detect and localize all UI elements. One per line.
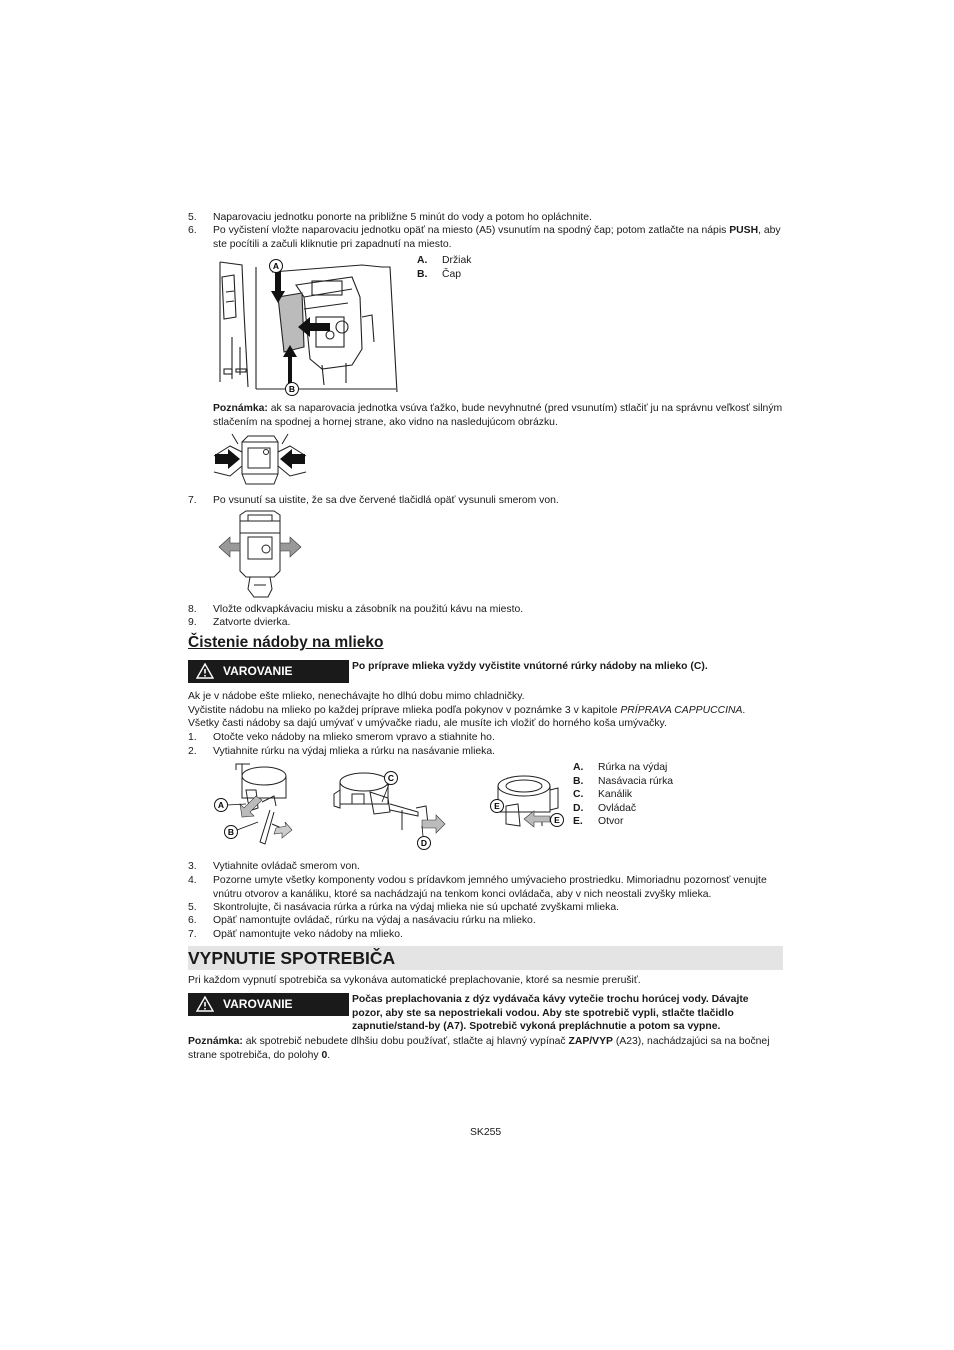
svg-text:A: A [272,261,280,271]
paragraph: Vyčistite nádobu na mlieko po každej príprave mlieka podľa pokynov v poznámke 3 v kapitole PRÍPRAVA CAPPUCCINA. [188,705,746,716]
step-text: Opäť namontujte veko nádoby na mlieko. [213,929,403,940]
warning-text: Počas preplachovania z dýz vydávača kávy vytečie trochu horúcej vody. Dávajte pozor, aby ste sa nepostriekali vodou. Aby ste spotrebič vypli, stlačte tlačidlo zapnutie/stand-by (A7). Spotrebič vykoná prepláchnutie a potom sa vypne. [352,994,749,1033]
paragraph: Ak je v nádobe ešte mlieko, nenechávajte ho dlhú dobu mimo chladničky. [188,691,525,702]
step-number: 9. [188,617,197,628]
step-text: Vytiahnite rúrku na výdaj mlieka a rúrku na nasávanie mlieka. [213,746,496,757]
step-text: Pozorne umyte všetky komponenty vodou s prídavkom jemného umývacieho prostriedku. Mimoriadnu pozornosť venujte vnútru otvorov a kanáliku, ktoré sa nachádzajú na tenkom konci ovládača, aby v nich neostali zvyšky mlieka. [213,875,767,900]
paragraph: Všetky časti nádoby sa dajú umývať v umývačke riadu, ale musíte ich vložiť do horného koša umývačky. [188,718,667,729]
step-number: 6. [188,915,197,926]
note-label: Poznámka: [213,403,268,414]
callout-a [215,799,228,812]
note-1 [213,402,785,429]
warning-box [188,660,349,683]
brewing-unit-insert-illustration [212,257,412,400]
note-2: Poznámka: ak spotrebič nebudete dlhšiu dobu používať, stlačte aj hlavný vypínač ZAP/VYP (A23), nachádzajúci sa na bočnej strane spotrebiča, do polohy 0. [188,1036,770,1061]
milk-container-opening-illustration [488,764,568,834]
callout-a [270,260,283,273]
svg-text:A: A [217,800,225,810]
step-number: 7. [188,929,197,940]
section-heading-shutdown [188,946,783,970]
step-number: 5. [188,902,197,913]
svg-text:C: C [387,773,395,783]
step-text: Naparovaciu jednotku ponorte na približne 5 minút do vody a potom ho opláchnite. [213,212,592,223]
step-number: 8. [188,604,197,615]
svg-text:B: B [288,384,296,394]
red-buttons-illustration [218,509,302,601]
step-text: Po vyčistení vložte naparovaciu jednotku opäť na miesto (A5) vsunutím na spodný čap; potom zatlačte na nápis PUSH, aby ste pocítili a začuli kliknutie pri zapadnutí na miesto. [213,225,781,250]
note-text: ak sa naparovacia jednotka vsúva ťažko, bude nevyhnutné (pred vsunutím) stlačiť ju na správnu veľkosť silným stlačením na spodnej a hornej strane, ako vidno na nasledujúcom obrázku. [213,403,783,428]
svg-text:E: E [494,801,500,811]
step-number: 1. [188,732,197,743]
warning-label: VAROVANIE [223,664,293,678]
step-text: Zatvorte dvierka. [213,617,291,628]
unit-compress-illustration [212,432,308,492]
step-number: 6. [188,225,197,236]
svg-text:B: B [227,827,235,837]
milk-control-knob-illustration [330,768,452,852]
step-text: Skontrolujte, či nasávacia rúrka a rúrka na výdaj mlieka nie sú upchaté zvyškami mlieka. [213,902,619,913]
step-number: 4. [188,875,197,886]
step-number: 5. [188,212,197,223]
callout-b [225,826,238,839]
callout-d [418,837,431,850]
step-number: 7. [188,495,197,506]
svg-text:D: D [420,838,428,848]
warning-text: Po príprave mlieka vyždy vyčistite vnútorné rúrky nádoby na mlieko (C). [352,661,708,672]
step-number: 3. [188,861,197,872]
paragraph: Pri každom vypnutí spotrebiča sa vykonáva automatické preplachovanie, ktoré sa nesmie prerušiť. [188,975,641,986]
step-text: Opäť namontujte ovládač, rúrku na výdaj a nasávaciu rúrku na mlieko. [213,915,536,926]
callout-e [491,800,504,813]
note-label: Poznámka: [188,1036,243,1047]
step-text: Vytiahnite ovládač smerom von. [213,861,360,872]
warning-label: VAROVANIE [223,997,293,1011]
page-number: SK255 [470,1127,502,1138]
step-text: Po vsunutí sa uistite, že sa dve červené tlačidlá opäť vysunuli smerom von. [213,495,559,506]
warning-box [188,993,349,1016]
callout-c [385,772,398,785]
warning-triangle-icon [196,663,214,679]
section-title: VYPNUTIE SPOTREBIČA [188,948,396,968]
step-text: Vložte odkvapkávaciu misku a zásobník na použitú kávu na miesto. [213,604,524,615]
milk-tubes-illustration [212,762,294,852]
warning-triangle-icon [196,996,214,1012]
step-number: 2. [188,746,197,757]
subheading-milk-container: Čistenie nádoby na mlieko [188,634,384,651]
callout-e [551,814,564,827]
svg-text:E: E [554,815,560,825]
step-text: Otočte veko nádoby na mlieko smerom vpravo a stiahnite ho. [213,732,495,743]
callout-b [286,383,299,396]
